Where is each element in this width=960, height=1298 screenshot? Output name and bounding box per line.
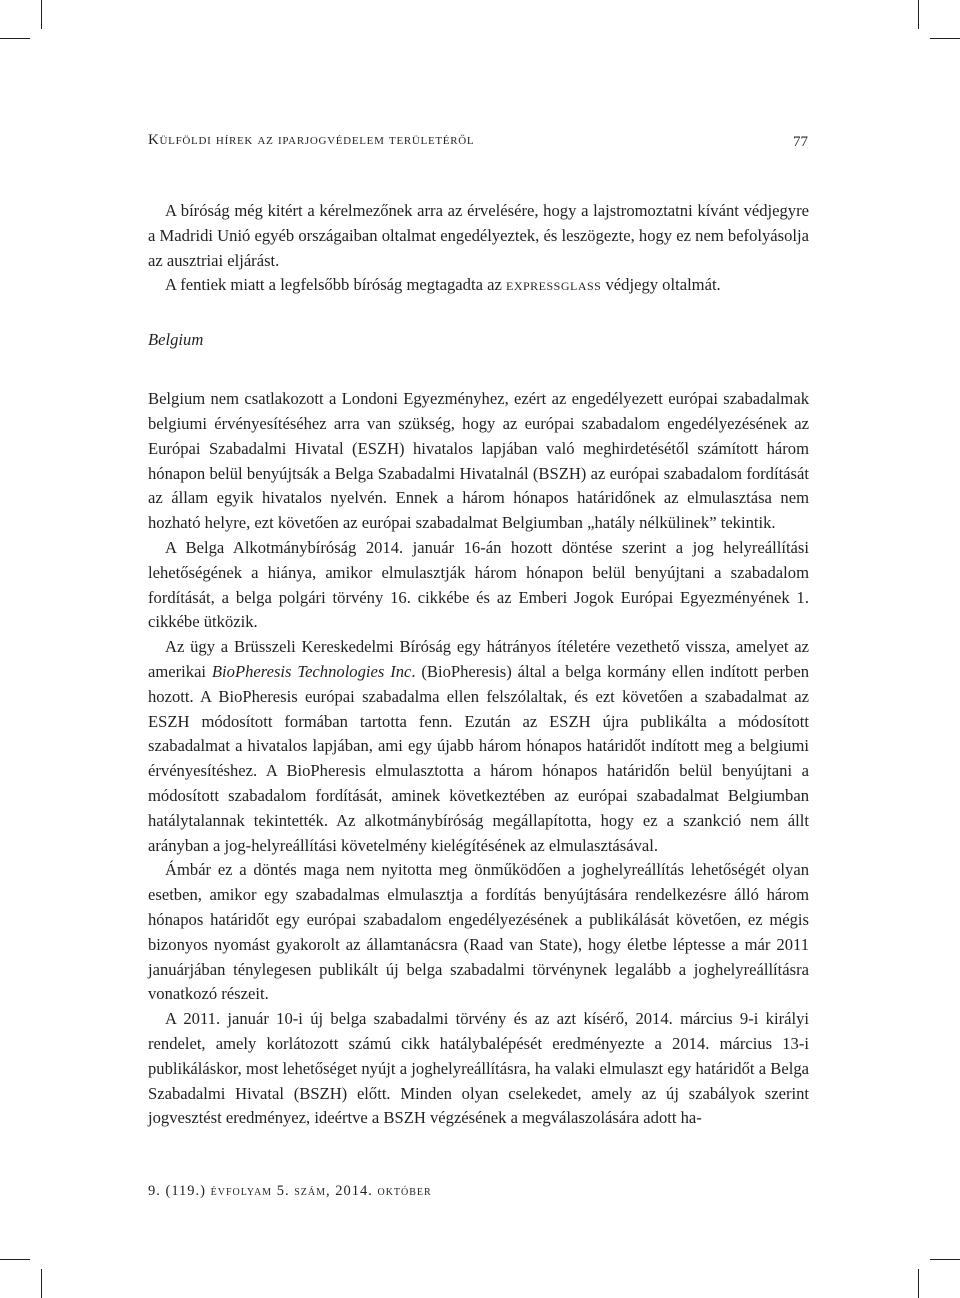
paragraph: A 2011. január 10-i új belga szabadalmi törvény és az azt kísérő, 2014. március 9-i királyi rendelet, amely korlátozott számú cikk hatálybalépését eredményezte a 2014. március 13-i publikáláskor, most lehetőséget nyújt a joghelyreállításra, ha valaki elmulaszt egy határidőt a Belga Szabadalmi Hivatal (BSZH) előtt. Minden olyan cselekedet, amely az új szabályok szerint jogvesztést eredményez, ideértve a BSZH végzésének a megválaszolására adott ha- xyxy=(148,1009,809,1128)
crop-mark xyxy=(0,1259,30,1260)
page-number: 77 xyxy=(793,134,808,150)
crop-mark xyxy=(918,0,919,29)
crop-mark xyxy=(41,0,42,29)
paragraph: A Belga Alkotmánybíróság 2014. január 16-án hozott döntése szerint a jog helyreállítási lehetőségének a hiánya, amikor elmulasztják három hónapon belül benyújtani a szabadalom fordítását, a belga polgári törvény 16. cikkébe és az Emberi Jogok Európai Egyezményének 1. cikkébe ütközik. xyxy=(148,537,809,632)
paragraph: Az ügy a Brüsszeli Kereskedelmi Bíróság egy hátrányos ítéletére vezethető vissza, amelyet az amerikai BioPheresis Technologies Inc. (BioPheresis) által a belga kormány ellen indított perben hozott. A BioPheresis európai szabadalma ellen felszólaltak, és ezt követően a szabadalmat az ESZH módosított formában tartotta fenn. Ezután az ESZH újra publikálta a módosított szabadalmat a hivatalos lapjában, ami egy újabb három hónapos határidőt indított meg a belgiumi érvényesítéshez. A BioPheresis elmulasztotta a három hónapos határidőn belül benyújtani a módosított szabadalom fordítását, aminek következtében az európai szabadalmat Belgiumban hatálytalannak tekintették. Az alkotmánybíróság megállapította, hogy ez a szankció nem állt arányban a jog-helyreállítási követelmény kielégítésének az elmulasztásával. xyxy=(148,637,809,855)
paragraph: Belgium nem csatlakozott a Londoni Egyezményhez, ezért az engedélyezett európai szabadalmak belgiumi érvényesítéséhez arra van szükség, hogy az európai szabadalom engedélyezésének az Európai Szabadalmi Hivatal (ESZH) hivatalos lapjában való meghirdetésétől számított három hónapon belül benyújtsák a Belga Szabadalmi Hivatalnál (BSZH) az európai szabadalom fordítását az állam egyik hivatalos nyelvén. Ennek a három hónapos határidőnek az elmulasztása nem hozható helyre, ezt követően az európai szabadalmat Belgiumban „hatály nélkülinek” tekintik. xyxy=(148,389,809,533)
running-title: Külföldi hírek az iparjogvédelem területéről xyxy=(148,132,475,148)
crop-mark xyxy=(918,1269,919,1298)
section-heading: Belgium xyxy=(148,330,204,350)
company-name: BioPheresis Technologies Inc xyxy=(211,661,412,681)
crop-mark xyxy=(0,38,30,39)
crop-mark xyxy=(41,1269,42,1298)
trademark-name: expressglass xyxy=(505,275,602,295)
paragraph: A fentiek miatt a legfelsőbb bíróság megtagadta az expressglass védjegy oltalmát. xyxy=(165,275,721,295)
crop-mark xyxy=(930,38,960,39)
page-header xyxy=(148,128,812,158)
paragraph: A bíróság még kitért a kérelmezőnek arra az érvelésére, hogy a lajstromoztatni kívánt védjegyre a Madridi Unió egyéb országaiban oltalmat engedélyeztek, és leszögezte, hogy ez nem befolyásolja az ausztriai eljárást. xyxy=(148,201,809,270)
article-body xyxy=(148,199,809,1131)
crop-mark xyxy=(930,1259,960,1260)
paragraph: Ámbár ez a döntés maga nem nyitotta meg önműködően a joghelyreállítás lehetőségét olyan esetben, amikor egy szabadalmas elmulasztja a fordítás benyújtására rendelkezésre álló három hónapos határidőt egy európai szabadalom engedélyezésének a publikálását követően, ez mégis bizonyos nyomást gyakorolt az államtanácsra (Raad van State), hogy életbe léptesse a már 2011 januárjában ténylegesen publikált új belga szabadalmi törvénynek legalább a joghelyreállításra vonatkozó részeit. xyxy=(148,860,809,1004)
issue-footer: 9. (119.) évfolyam 5. szám, 2014. október xyxy=(148,1183,432,1199)
